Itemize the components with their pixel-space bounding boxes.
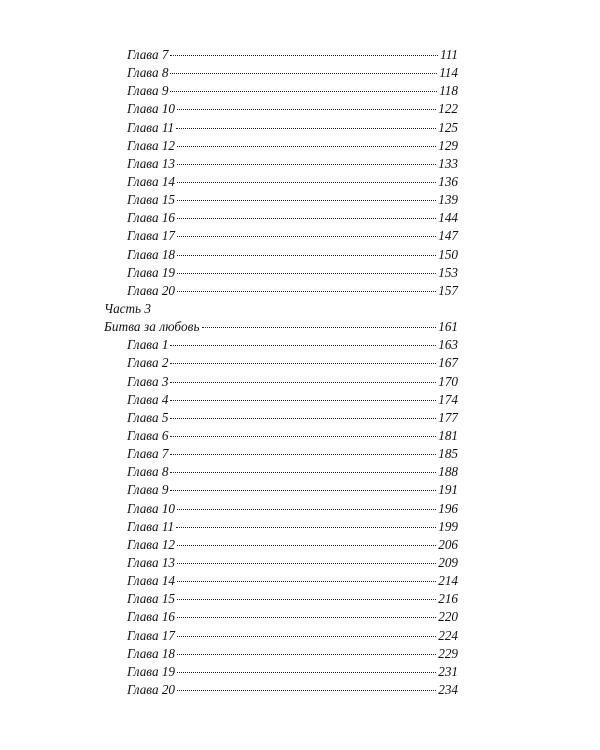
toc-entry[interactable] bbox=[104, 354, 458, 372]
toc-page-number: 122 bbox=[438, 101, 458, 117]
toc-entry-label: Глава 19 bbox=[127, 663, 176, 679]
toc-page-number: 188 bbox=[438, 464, 458, 480]
toc-page-number: 133 bbox=[438, 155, 458, 171]
toc-entry-label: Глава 20 bbox=[127, 282, 176, 298]
toc-entry[interactable] bbox=[104, 481, 458, 499]
toc-page-number: 153 bbox=[438, 264, 458, 280]
toc-page-number: 206 bbox=[438, 536, 458, 552]
toc-entry[interactable] bbox=[104, 536, 458, 554]
toc-page-number: 234 bbox=[438, 681, 458, 697]
toc-dot-leader bbox=[177, 200, 436, 201]
toc-dot-leader bbox=[177, 218, 436, 219]
toc-entry-label: Глава 19 bbox=[127, 264, 176, 280]
toc-entry-label: Глава 10 bbox=[127, 500, 176, 516]
toc-part-heading-label: Часть 3 bbox=[104, 300, 151, 316]
toc-dot-leader bbox=[177, 636, 436, 637]
toc-page-number: 174 bbox=[438, 391, 458, 407]
toc-entry-label: Глава 16 bbox=[127, 609, 176, 625]
toc-entry-label: Глава 17 bbox=[127, 627, 176, 643]
toc-dot-leader bbox=[170, 345, 436, 346]
toc-entry[interactable] bbox=[104, 608, 458, 626]
toc-page-number: 191 bbox=[438, 482, 458, 498]
toc-dot-leader bbox=[177, 146, 436, 147]
toc-dot-leader bbox=[176, 128, 436, 129]
toc-entry-label: Глава 13 bbox=[127, 554, 176, 570]
toc-page-number: 129 bbox=[438, 137, 458, 153]
toc-page-number: 163 bbox=[438, 337, 458, 353]
toc-entry[interactable] bbox=[104, 445, 458, 463]
toc-page-number: 229 bbox=[438, 645, 458, 661]
toc-entry[interactable] bbox=[104, 64, 458, 82]
toc-entry-label: Глава 16 bbox=[127, 210, 176, 226]
toc-page-number: 177 bbox=[438, 409, 458, 425]
toc-page-number: 224 bbox=[438, 627, 458, 643]
toc-dot-leader bbox=[177, 291, 436, 292]
toc-dot-leader bbox=[176, 527, 436, 528]
toc-dot-leader bbox=[177, 273, 436, 274]
toc-page-number: 170 bbox=[438, 373, 458, 389]
toc-entry-label: Глава 18 bbox=[127, 246, 176, 262]
toc-entry[interactable] bbox=[104, 463, 458, 481]
toc-group-part3-chapters bbox=[104, 336, 458, 699]
toc-page-number: 220 bbox=[438, 609, 458, 625]
toc-entry[interactable] bbox=[104, 427, 458, 445]
toc-page-number: 111 bbox=[440, 47, 458, 62]
toc-dot-leader bbox=[177, 672, 436, 673]
toc-group-part2-chapters bbox=[104, 46, 458, 300]
toc-entry-label: Глава 7 bbox=[127, 47, 169, 62]
toc-entry[interactable] bbox=[104, 336, 458, 354]
toc-entry[interactable] bbox=[104, 391, 458, 409]
toc-entry-label: Глава 8 bbox=[127, 464, 169, 480]
toc-page-number: 144 bbox=[438, 210, 458, 226]
toc-dot-leader bbox=[170, 55, 438, 56]
toc-page-number: 157 bbox=[438, 282, 458, 298]
toc-entry-label: Глава 9 bbox=[127, 482, 169, 498]
toc-entry[interactable] bbox=[104, 209, 458, 227]
toc-entry-label: Глава 14 bbox=[127, 573, 176, 589]
toc-entry-label: Глава 11 bbox=[127, 518, 175, 534]
toc-dot-leader bbox=[177, 654, 436, 655]
toc-entry[interactable] bbox=[104, 572, 458, 590]
toc-dot-leader bbox=[170, 436, 436, 437]
toc-entry-label: Глава 17 bbox=[127, 228, 176, 244]
toc-entry[interactable] bbox=[104, 100, 458, 118]
toc-entry-label: Глава 20 bbox=[127, 681, 176, 697]
toc-entry-label: Глава 12 bbox=[127, 536, 176, 552]
table-of-contents bbox=[104, 46, 458, 699]
toc-entry-label: Глава 5 bbox=[127, 409, 169, 425]
toc-page-number: 147 bbox=[438, 228, 458, 244]
toc-page-number: 118 bbox=[439, 83, 458, 99]
toc-entry[interactable] bbox=[104, 373, 458, 391]
toc-entry[interactable] bbox=[104, 645, 458, 663]
toc-dot-leader bbox=[177, 509, 436, 510]
toc-entry-label: Глава 14 bbox=[127, 173, 176, 189]
toc-entry[interactable] bbox=[104, 227, 458, 245]
toc-page-number: 139 bbox=[438, 192, 458, 208]
toc-dot-leader bbox=[170, 400, 436, 401]
toc-entry-label: Глава 6 bbox=[127, 427, 169, 443]
toc-entry[interactable] bbox=[104, 554, 458, 572]
toc-page-number: 196 bbox=[438, 500, 458, 516]
toc-part-title-row[interactable] bbox=[104, 318, 458, 336]
toc-entry[interactable] bbox=[104, 46, 458, 64]
toc-dot-leader bbox=[170, 454, 436, 455]
toc-entry[interactable] bbox=[104, 264, 458, 282]
toc-entry-label: Глава 15 bbox=[127, 192, 176, 208]
toc-dot-leader bbox=[170, 472, 436, 473]
toc-dot-leader bbox=[177, 690, 436, 691]
toc-page-number: 125 bbox=[438, 119, 458, 135]
toc-page-number: 114 bbox=[439, 65, 458, 81]
toc-part-title-label: Битва за любовь bbox=[104, 319, 200, 335]
toc-entry-label: Глава 13 bbox=[127, 155, 176, 171]
toc-dot-leader bbox=[177, 255, 436, 256]
toc-entry-label: Глава 10 bbox=[127, 101, 176, 117]
toc-entry[interactable] bbox=[104, 518, 458, 536]
toc-entry[interactable] bbox=[104, 627, 458, 645]
toc-entry[interactable] bbox=[104, 590, 458, 608]
toc-entry[interactable] bbox=[104, 191, 458, 209]
toc-page-number: 214 bbox=[438, 573, 458, 589]
toc-entry-label: Глава 3 bbox=[127, 373, 169, 389]
toc-part-heading bbox=[104, 300, 458, 318]
toc-dot-leader bbox=[170, 418, 436, 419]
toc-entry-label: Глава 9 bbox=[127, 83, 169, 99]
toc-page-number: 181 bbox=[438, 427, 458, 443]
toc-entry[interactable] bbox=[104, 681, 458, 699]
toc-page-number: 216 bbox=[438, 591, 458, 607]
toc-entry-label: Глава 15 bbox=[127, 591, 176, 607]
toc-dot-leader bbox=[177, 109, 436, 110]
toc-entry[interactable] bbox=[104, 409, 458, 427]
toc-entry[interactable] bbox=[104, 137, 458, 155]
toc-dot-leader bbox=[170, 490, 436, 491]
toc-dot-leader bbox=[170, 91, 437, 92]
toc-entry[interactable] bbox=[104, 663, 458, 681]
toc-entry[interactable] bbox=[104, 155, 458, 173]
toc-page-number: 209 bbox=[438, 554, 458, 570]
toc-entry[interactable] bbox=[104, 500, 458, 518]
toc-dot-leader bbox=[177, 164, 436, 165]
toc-entry[interactable] bbox=[104, 173, 458, 191]
toc-dot-leader bbox=[170, 73, 437, 74]
toc-dot-leader bbox=[177, 581, 436, 582]
toc-dot-leader bbox=[177, 545, 436, 546]
toc-dot-leader bbox=[177, 599, 436, 600]
toc-entry-label: Глава 7 bbox=[127, 446, 169, 462]
toc-dot-leader bbox=[202, 327, 437, 328]
toc-dot-leader bbox=[177, 182, 436, 183]
toc-entry-label: Глава 2 bbox=[127, 355, 169, 371]
toc-entry[interactable] bbox=[104, 246, 458, 264]
toc-page-number: 231 bbox=[438, 663, 458, 679]
toc-dot-leader bbox=[170, 363, 436, 364]
toc-entry-label: Глава 8 bbox=[127, 65, 169, 81]
toc-entry[interactable] bbox=[104, 282, 458, 300]
toc-entry-label: Глава 18 bbox=[127, 645, 176, 661]
toc-entry[interactable] bbox=[104, 119, 458, 137]
toc-page-number: 161 bbox=[438, 319, 458, 335]
toc-dot-leader bbox=[177, 563, 436, 564]
toc-dot-leader bbox=[170, 382, 436, 383]
toc-dot-leader bbox=[177, 617, 436, 618]
toc-page-number: 167 bbox=[438, 355, 458, 371]
toc-entry-label: Глава 12 bbox=[127, 137, 176, 153]
toc-page-number: 185 bbox=[438, 446, 458, 462]
toc-page-number: 150 bbox=[438, 246, 458, 262]
toc-entry[interactable] bbox=[104, 82, 458, 100]
toc-dot-leader bbox=[177, 236, 436, 237]
toc-entry-label: Глава 11 bbox=[127, 119, 175, 135]
toc-page-number: 199 bbox=[438, 518, 458, 534]
toc-page-number: 136 bbox=[438, 173, 458, 189]
toc-entry-label: Глава 1 bbox=[127, 337, 169, 353]
toc-entry-label: Глава 4 bbox=[127, 391, 169, 407]
